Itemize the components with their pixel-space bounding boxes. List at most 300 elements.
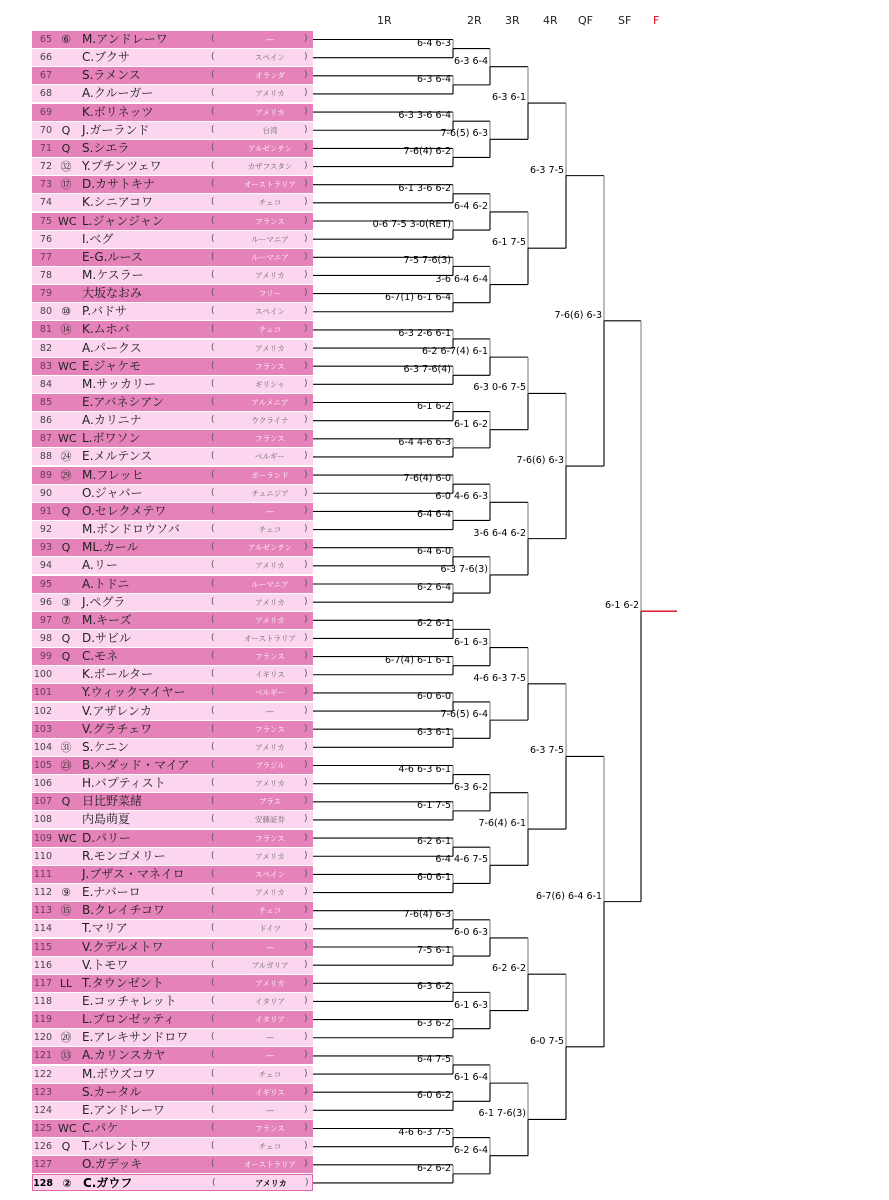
paren-open: ( [211, 288, 215, 299]
score-r1: 6-7(4) 6-1 6-1 [384, 654, 451, 666]
player-number: 72 [39, 161, 52, 173]
score-r1: 7-5 7-6(3) [403, 255, 451, 267]
player-nation: スペイン [255, 307, 285, 317]
player-number: 103 [33, 723, 52, 735]
player-nation: フランス [255, 724, 285, 734]
paren-open: ( [211, 360, 215, 371]
paren-close: ) [304, 651, 308, 662]
score-r1: 6-0 6-0 [416, 690, 451, 702]
player-nation: オーストラリア [243, 1160, 297, 1170]
score-r1: 7-6(4) 6-2 [403, 146, 451, 158]
score-r2: 6-3 6-4 [453, 55, 488, 67]
player-name: K.ムホバ [82, 322, 130, 337]
paren-open: ( [211, 669, 215, 680]
player-number: 90 [39, 487, 52, 499]
player-nation: ドイツ [258, 924, 282, 934]
player-number: 114 [33, 923, 52, 935]
player-nation: オーストラリア [243, 180, 297, 190]
paren-close: ) [304, 1104, 308, 1115]
player-number: 94 [39, 560, 52, 572]
paren-open: ( [211, 705, 215, 716]
paren-close: ) [304, 397, 308, 407]
score-r1: 6-3 3-6 6-4 [398, 110, 451, 122]
player-nation: 台湾 [262, 125, 278, 135]
score-r2: 6-1 6-2 [453, 418, 488, 430]
player-seed: WC [58, 214, 77, 228]
player-name: V.クデルメトワ [82, 939, 164, 954]
score-r2: 6-4 6-2 [453, 200, 488, 212]
paren-close: ) [304, 832, 308, 843]
paren-close: ) [304, 905, 308, 916]
paren-open: ( [211, 469, 215, 480]
player-seed: Q [61, 795, 71, 809]
player-number: 106 [33, 778, 52, 790]
score-r2: 6-1 6-3 [453, 999, 488, 1011]
paren-open: ( [211, 524, 215, 535]
player-name: D.サビル [82, 630, 132, 645]
player-seed: Q [61, 1140, 71, 1154]
player-name: O.セレクメテワ [82, 503, 167, 518]
score-r1: 6-4 7-5 [416, 1053, 451, 1065]
paren-close: ) [304, 760, 308, 770]
player-name: E.アンドレーワ [82, 1102, 165, 1117]
player-nation: アメリカ [255, 851, 285, 861]
player-nation: ルーマニア [251, 234, 289, 244]
player-name: T.バレントワ [82, 1139, 152, 1154]
player-nation: チュニジア [251, 488, 289, 498]
score-sf: 6-1 6-2 [604, 600, 639, 612]
paren-close: ) [304, 596, 308, 607]
score-r2: 6-3 6-2 [453, 781, 488, 793]
player-nation: ― [266, 706, 274, 716]
paren-close: ) [304, 524, 308, 535]
player-number: 96 [39, 596, 52, 608]
player-name: V.トモワ [82, 957, 129, 972]
player-name: ML.カール [82, 540, 139, 555]
paren-open: ( [211, 1104, 215, 1115]
paren-close: ) [304, 161, 308, 172]
player-seed: ㉓ [60, 759, 72, 772]
paren-open: ( [211, 433, 215, 444]
player-number: 125 [33, 1123, 52, 1134]
player-nation: ウクライナ [251, 416, 289, 426]
player-nation: フランス [255, 833, 285, 843]
round-header-2r: 2R [467, 14, 482, 27]
player-number: 105 [33, 760, 52, 771]
player-nation: ベルギー [255, 452, 285, 462]
score-r1: 6-3 2-6 6-1 [398, 327, 451, 339]
player-number: 73 [39, 179, 52, 191]
player-number: 123 [33, 1086, 52, 1098]
player-name: P.バドサ [82, 304, 127, 319]
paren-open: ( [211, 868, 215, 879]
paren-close: ) [304, 1086, 308, 1097]
player-name: E.メルテンス [82, 449, 153, 464]
player-nation: アメリカ [255, 742, 285, 752]
paren-open: ( [211, 760, 215, 770]
player-name: M.キーズ [82, 612, 132, 627]
player-number: 84 [39, 378, 52, 390]
player-number: 65 [39, 34, 52, 45]
paren-open: ( [211, 850, 215, 861]
paren-open: ( [211, 142, 215, 153]
player-number: 91 [39, 505, 52, 517]
player-nation: チェコ [258, 1142, 282, 1152]
player-seed: ㉝ [60, 1049, 72, 1063]
player-name: C.パケ [82, 1121, 119, 1135]
paren-open: ( [211, 578, 215, 589]
round-header-3r: 3R [505, 14, 520, 27]
score-r1: 6-2 6-1 [416, 836, 451, 848]
paren-open: ( [211, 397, 215, 407]
player-name: T.タウンゼント [82, 975, 164, 990]
paren-close: ) [304, 1068, 308, 1079]
paren-close: ) [304, 995, 308, 1006]
player-nation: チェコ [258, 525, 282, 535]
paren-open: ( [211, 632, 215, 643]
paren-open: ( [211, 723, 215, 734]
paren-open: ( [211, 977, 215, 988]
paren-open: ( [211, 741, 215, 752]
player-name: E.コッチャレット [82, 993, 177, 1008]
paren-open: ( [211, 251, 215, 262]
score-r1: 6-2 6-1 [416, 618, 451, 630]
score-r4: 6-3 7-5 [529, 164, 564, 176]
round-header-sf: SF [618, 14, 632, 27]
player-number: 119 [33, 1014, 52, 1026]
player-nation: ― [266, 506, 274, 516]
player-seed: ⑮ [60, 904, 72, 918]
player-name: M.フレッヒ [82, 467, 144, 482]
paren-open: ( [211, 687, 215, 698]
player-number: 128 [33, 1178, 53, 1190]
score-r1: 6-7(1) 6-1 6-4 [384, 291, 451, 303]
player-nation: スペイン [255, 869, 285, 879]
paren-open: ( [211, 88, 215, 99]
player-nation: ― [266, 1051, 274, 1061]
player-number: 109 [33, 832, 52, 844]
player-name: R.モンゴメリー [82, 848, 166, 863]
paren-open: ( [211, 233, 215, 244]
player-nation: フランス [255, 652, 285, 662]
player-number: 85 [39, 397, 52, 408]
paren-close: ) [304, 124, 308, 135]
paren-open: ( [211, 941, 215, 952]
player-name: V.アザレンカ [82, 703, 152, 718]
paren-open: ( [211, 651, 215, 662]
player-number: 79 [39, 288, 52, 300]
player-nation: チェコ [258, 1069, 282, 1079]
player-number: 112 [33, 887, 52, 899]
paren-close: ) [304, 1050, 308, 1061]
player-number: 110 [33, 850, 52, 862]
player-nation: アメリカ [255, 270, 285, 280]
paren-close: ) [304, 796, 308, 807]
score-r1: 6-3 6-2 [416, 981, 451, 993]
paren-open: ( [211, 124, 215, 135]
paren-open: ( [211, 614, 215, 625]
player-name: 日比野菜緒 [82, 794, 143, 809]
player-name: S.カータル [82, 1084, 142, 1099]
player-name: T.マリア [82, 921, 128, 936]
player-name: E.アレキサンドロワ [82, 1030, 189, 1045]
player-nation: アメリカ [255, 89, 285, 99]
paren-close: ) [304, 487, 308, 498]
paren-close: ) [304, 977, 308, 988]
score-r3: 7-6(4) 6-1 [478, 818, 526, 830]
player-nation: イギリス [255, 670, 285, 680]
paren-close: ) [304, 251, 308, 262]
paren-close: ) [304, 941, 308, 952]
player-number: 87 [39, 433, 52, 445]
round-header-qf: QF [578, 14, 593, 27]
paren-open: ( [211, 306, 215, 317]
player-name: 内島萌夏 [82, 812, 131, 827]
player-name: M.ケスラー [82, 267, 144, 282]
player-nation: フランス [255, 434, 285, 444]
paren-open: ( [211, 1141, 215, 1152]
player-seed: Q [61, 631, 71, 645]
player-seed: ㉙ [60, 468, 72, 482]
player-number: 86 [39, 415, 52, 427]
player-number: 98 [39, 632, 52, 644]
paren-close: ) [304, 197, 308, 208]
paren-close: ) [304, 179, 308, 190]
paren-close: ) [304, 542, 308, 553]
player-nation: ― [266, 35, 274, 44]
player-name: M.アンドレーワ [82, 32, 168, 46]
paren-close: ) [304, 215, 308, 226]
paren-open: ( [211, 1086, 215, 1097]
player-number: 100 [33, 669, 52, 681]
paren-open: ( [212, 1178, 216, 1189]
paren-close: ) [304, 342, 308, 353]
paren-open: ( [211, 52, 215, 63]
score-r1: 7-5 6-1 [416, 945, 451, 957]
player-seed: Q [61, 123, 71, 137]
paren-open: ( [211, 959, 215, 970]
score-r4: 6-3 7-5 [529, 745, 564, 757]
paren-close: ) [304, 1159, 308, 1170]
score-r3: 4-6 6-3 7-5 [473, 672, 526, 684]
paren-open: ( [211, 451, 215, 462]
player-name: S.ラメンス [82, 68, 141, 83]
score-r1: 6-4 4-6 6-3 [398, 436, 451, 448]
player-number: 122 [33, 1068, 52, 1080]
player-nation: ポーランド [251, 470, 289, 480]
player-number: 117 [33, 977, 52, 989]
player-name: L.ジャンジャン [82, 213, 164, 228]
score-r2: 6-0 6-3 [453, 926, 488, 938]
score-r1: 6-3 6-4 [416, 73, 451, 85]
player-name: M.サッカリー [82, 376, 156, 391]
round-header-f: F [653, 14, 660, 27]
score-r2: 6-1 6-3 [453, 636, 488, 648]
player-name: A.カリンスカヤ [82, 1048, 166, 1063]
player-nation: イタリア [255, 1015, 285, 1025]
paren-close: ) [304, 360, 308, 371]
paren-close: ) [304, 1141, 308, 1152]
paren-close: ) [304, 269, 308, 280]
player-name: M.ボウズコワ [82, 1066, 156, 1081]
score-qf: 6-7(6) 6-4 6-1 [535, 890, 602, 902]
player-nation: アメリカ [255, 779, 285, 789]
paren-open: ( [211, 560, 215, 571]
player-seed: ⑥ [61, 33, 71, 46]
paren-close: ) [304, 469, 308, 480]
player-name: J.ガーランド [82, 122, 150, 137]
paren-close: ) [304, 1032, 308, 1043]
player-seed: Q [61, 504, 71, 518]
paren-close: ) [304, 560, 308, 571]
player-name: S.ケニン [82, 739, 129, 754]
paren-close: ) [304, 632, 308, 643]
player-number: 68 [39, 88, 52, 100]
score-r4: 6-0 7-5 [529, 1035, 564, 1047]
player-name: 大坂なおみ [82, 286, 143, 301]
player-name: L.ボワソン [82, 431, 141, 446]
score-r1: 6-1 3-6 6-2 [398, 182, 451, 194]
player-nation: アメリカ [255, 615, 285, 625]
score-r1: 6-0 6-2 [416, 1090, 451, 1102]
paren-close: ) [304, 850, 308, 861]
player-number: 88 [39, 451, 52, 463]
paren-close: ) [304, 687, 308, 698]
score-r1: 6-2 6-4 [416, 582, 451, 594]
paren-close: ) [304, 669, 308, 680]
score-r1: 6-2 6-2 [416, 1162, 451, 1174]
player-number: 108 [33, 814, 52, 826]
player-name: A.パークス [82, 340, 142, 355]
paren-close: ) [304, 923, 308, 934]
player-nation: アメリカ [255, 978, 285, 988]
score-r3: 6-2 6-2 [491, 963, 526, 975]
paren-open: ( [211, 778, 215, 789]
paren-close: ) [304, 52, 308, 63]
paren-open: ( [211, 179, 215, 190]
player-number: 121 [33, 1050, 52, 1062]
player-nation: アメリカ [255, 597, 285, 607]
player-number: 81 [39, 324, 52, 336]
score-r1: 6-4 6-4 [416, 509, 451, 521]
player-seed: Q [61, 650, 71, 664]
player-number: 95 [39, 578, 52, 590]
score-r2: 6-4 4-6 7-5 [435, 854, 488, 866]
player-nation: フランス [255, 216, 285, 226]
paren-open: ( [211, 832, 215, 843]
paren-close: ) [304, 887, 308, 898]
player-nation: ベルギー [255, 688, 285, 698]
player-name: Y.ウィックマイヤー [82, 685, 186, 700]
paren-open: ( [211, 1050, 215, 1061]
player-name: A.トドニ [82, 576, 130, 591]
player-nation: チェコ [258, 906, 282, 916]
player-seed: Q [61, 141, 71, 155]
paren-close: ) [304, 142, 308, 153]
player-nation: ブラジル [255, 761, 285, 770]
paren-open: ( [211, 197, 215, 208]
player-number: 92 [39, 524, 52, 536]
player-nation: オランダ [255, 71, 285, 81]
paren-open: ( [211, 161, 215, 172]
player-number: 80 [39, 306, 52, 318]
player-seed: ③ [61, 595, 71, 609]
player-number: 76 [39, 233, 52, 245]
player-nation: ルーマニア [251, 252, 289, 262]
player-number: 75 [39, 215, 52, 227]
paren-open: ( [211, 1159, 215, 1170]
paren-close: ) [304, 614, 308, 625]
paren-open: ( [211, 34, 215, 44]
player-name: A.リー [82, 558, 118, 573]
score-r3: 6-1 7-5 [491, 237, 526, 249]
player-name: D.カサトキナ [82, 177, 156, 192]
player-nation: チェコ [258, 198, 282, 208]
paren-open: ( [211, 70, 215, 81]
player-seed: WC [58, 831, 77, 845]
score-r2: 7-6(5) 6-4 [440, 709, 488, 721]
player-number: 126 [33, 1141, 52, 1153]
player-name: D.パリー [82, 830, 132, 845]
player-name: B.ハダッド・マイア [82, 758, 190, 772]
player-seed: WC [58, 359, 77, 373]
player-number: 77 [39, 251, 52, 263]
player-name: A.クルーガー [82, 86, 154, 101]
player-number: 115 [33, 941, 52, 953]
player-nation: ギリシャ [255, 379, 285, 389]
score-r1: 4-6 6-3 6-1 [398, 763, 451, 775]
paren-open: ( [211, 342, 215, 353]
paren-close: ) [304, 34, 308, 44]
score-r3: 3-6 6-4 6-2 [473, 527, 526, 539]
score-r3: 6-3 6-1 [491, 92, 526, 104]
paren-close: ) [304, 451, 308, 462]
player-number: 127 [33, 1159, 52, 1171]
player-nation: アメリカ [255, 888, 285, 898]
player-nation: フリー [258, 289, 282, 299]
paren-close: ) [304, 505, 308, 516]
paren-close: ) [304, 723, 308, 734]
player-number: 82 [39, 342, 52, 354]
player-name: J.ブザス・マネイロ [82, 866, 185, 881]
paren-open: ( [211, 995, 215, 1006]
paren-close: ) [304, 70, 308, 81]
player-nation: ― [266, 1105, 274, 1115]
score-r2: 7-6(5) 6-3 [440, 128, 488, 140]
paren-open: ( [211, 887, 215, 898]
player-name: J.ペグラ [82, 594, 126, 609]
player-number: 66 [39, 52, 52, 64]
paren-close: ) [304, 705, 308, 716]
player-number: 116 [33, 959, 52, 971]
paren-open: ( [211, 1014, 215, 1025]
paren-open: ( [211, 596, 215, 607]
player-number: 89 [39, 469, 52, 481]
player-number: 71 [39, 142, 52, 154]
player-name: H.バプティスト [82, 776, 166, 791]
paren-close: ) [304, 288, 308, 299]
score-r2: 3-6 6-4 6-4 [435, 273, 488, 285]
score-r1: 6-1 6-2 [416, 400, 451, 412]
paren-open: ( [211, 324, 215, 335]
paren-open: ( [211, 487, 215, 498]
score-r1: 6-3 6-2 [416, 1017, 451, 1029]
player-name: K.ボリネッツ [82, 104, 154, 119]
player-seed: ⑨ [61, 886, 71, 900]
player-seed: ㉔ [60, 450, 72, 464]
player-number: 97 [39, 614, 52, 626]
player-number: 101 [33, 687, 52, 699]
